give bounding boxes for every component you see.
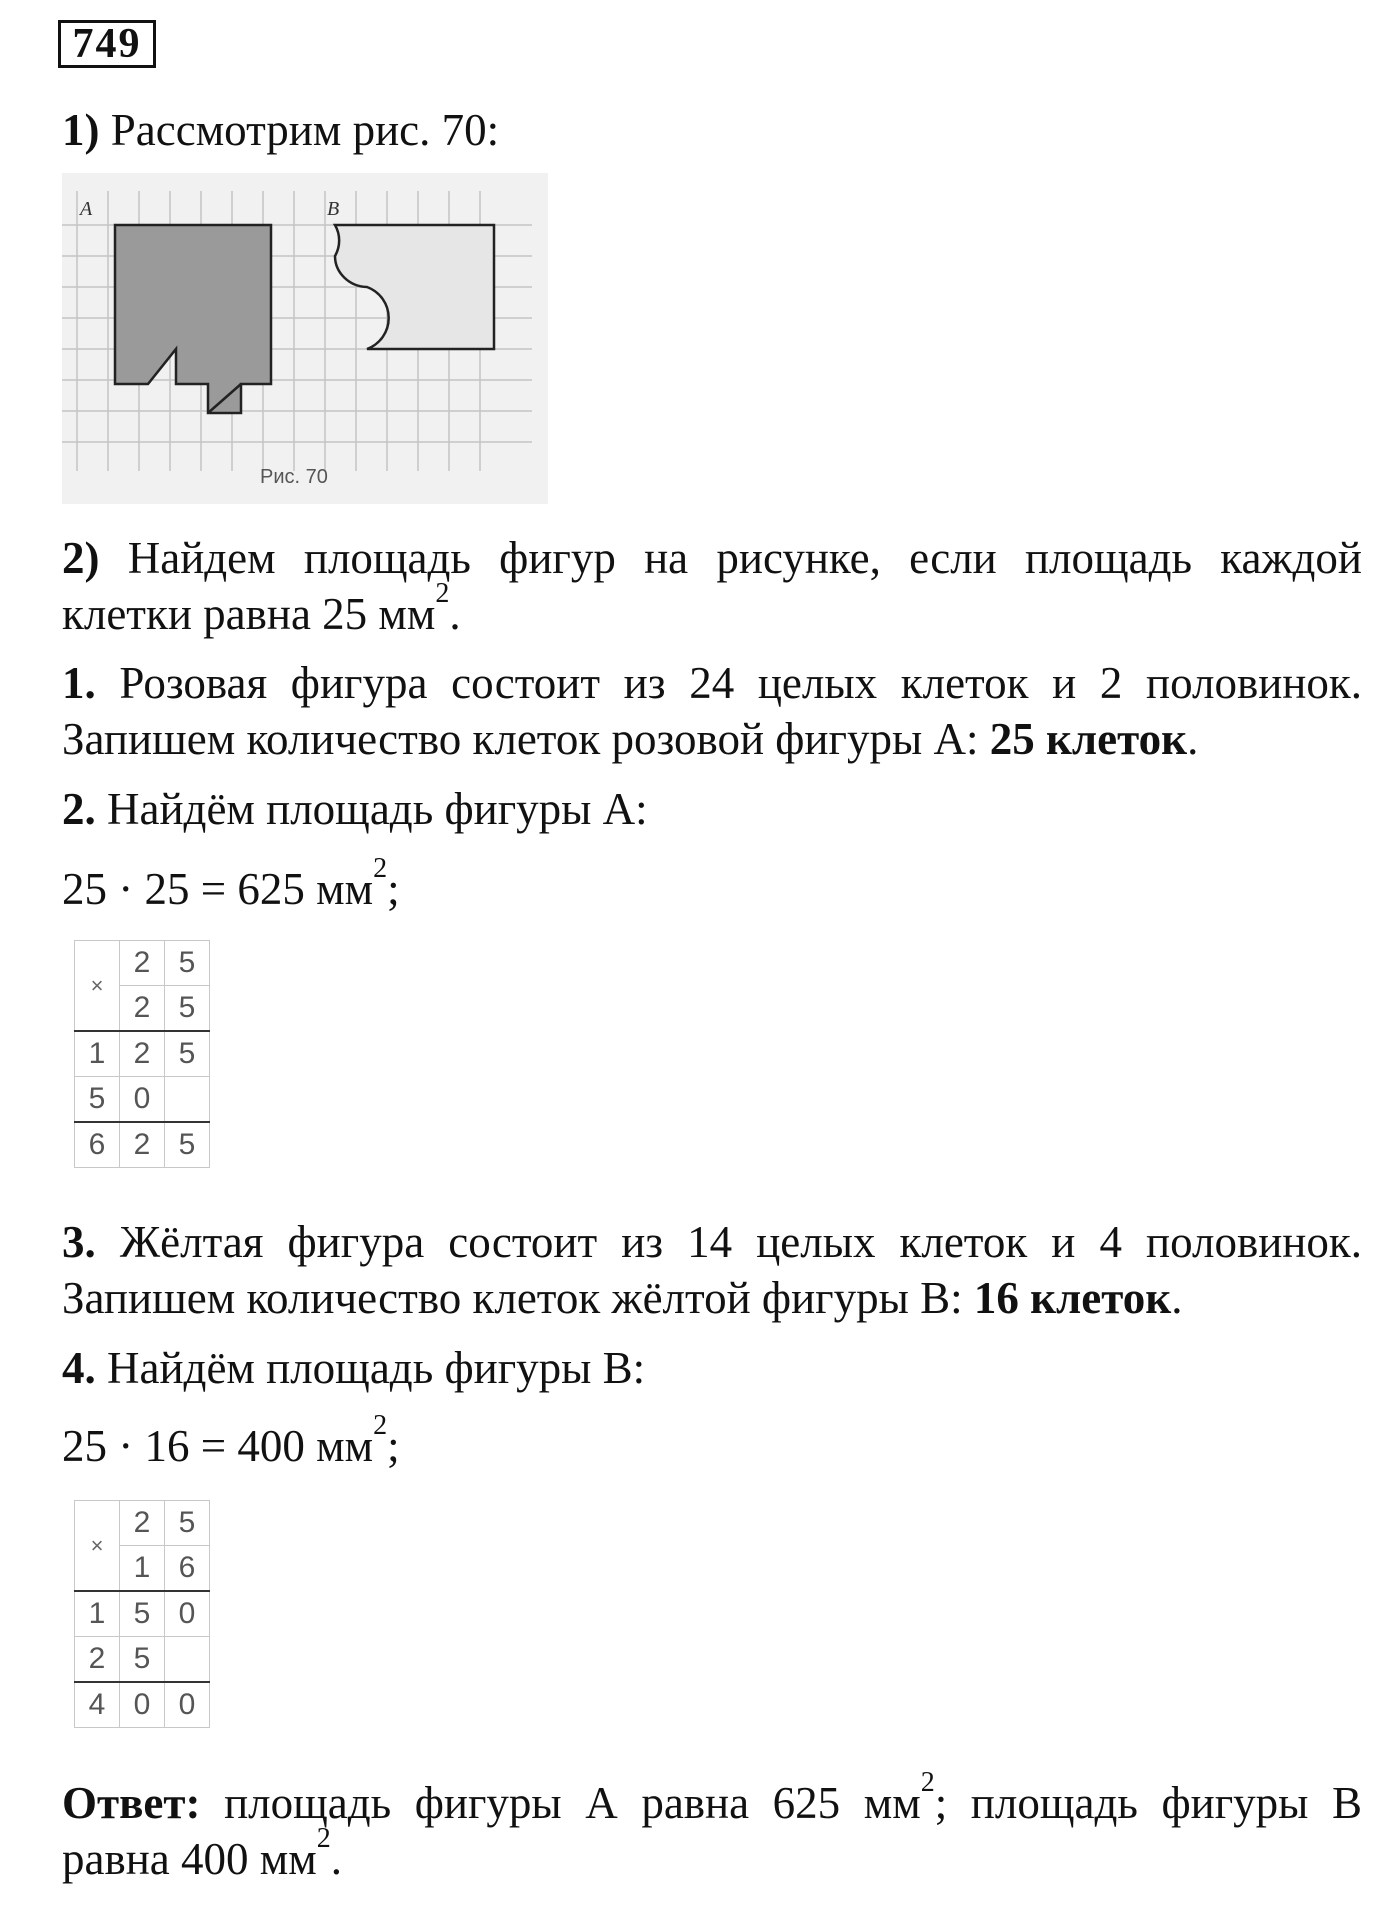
multiplication-table-2	[74, 1500, 210, 1728]
shape-a	[115, 225, 271, 413]
digit-cell: 6	[75, 1122, 120, 1168]
step-3-result: 16 клеток	[973, 1273, 1172, 1323]
paragraph-2-label: 2)	[62, 533, 100, 583]
answer-exponent-1: 2	[920, 1767, 935, 1798]
paragraph-2-text: Найдем площадь фигур на рисунке, если площадь каждой клетки равна 25 мм	[62, 533, 1362, 639]
step-1-result: 25 клеток	[989, 714, 1188, 764]
digit-cell: 5	[165, 1031, 210, 1077]
figure-70-drawing	[62, 173, 548, 504]
digit-cell: 0	[120, 1077, 165, 1123]
digit-cell: 4	[75, 1682, 120, 1728]
equation-1	[62, 853, 1362, 917]
table-row	[75, 1031, 210, 1077]
step-4	[62, 1340, 1362, 1396]
digit-cell: 0	[165, 1591, 210, 1637]
equation-2	[62, 1410, 1362, 1474]
digit-cell: 1	[120, 1546, 165, 1592]
step-2-text: Найдём площадь фигуры А:	[95, 784, 648, 834]
digit-cell: 5	[165, 1122, 210, 1168]
step-1	[62, 655, 1362, 767]
step-2-label: 2.	[62, 784, 96, 834]
digit-cell: 2	[120, 1031, 165, 1077]
answer-exponent-2: 2	[316, 1823, 331, 1854]
digit-cell: 2	[120, 986, 165, 1032]
step-1-label: 1.	[62, 658, 96, 708]
paragraph-2-end: .	[449, 589, 461, 639]
digit-cell	[165, 1077, 210, 1123]
digit-cell: 5	[75, 1077, 120, 1123]
multiplication-table-1	[74, 940, 210, 1168]
task-number: 749	[58, 20, 156, 68]
digit-cell	[165, 1637, 210, 1683]
digit-cell: 1	[75, 1591, 120, 1637]
equation-1-text: 25 · 25 = 625 мм	[62, 864, 374, 914]
shape-b	[335, 225, 494, 349]
times-sign: ×	[75, 1501, 120, 1592]
equation-2-text: 25 · 16 = 400 мм	[62, 1421, 374, 1471]
paragraph-1-label: 1)	[62, 105, 100, 155]
equation-1-end: ;	[387, 864, 400, 914]
answer-label: Ответ:	[62, 1778, 201, 1828]
figure-70	[62, 173, 548, 504]
equation-2-exponent: 2	[373, 1410, 388, 1441]
step-4-text: Найдём площадь фигуры В:	[95, 1343, 646, 1393]
step-4-label: 4.	[62, 1343, 96, 1393]
figure-caption: Рис. 70	[260, 466, 328, 488]
equation-2-end: ;	[387, 1421, 400, 1471]
step-1-end: .	[1187, 714, 1199, 764]
answer-text-2: ; площадь фигуры В равна 400 мм	[62, 1778, 1362, 1884]
table-row	[75, 1122, 210, 1168]
digit-cell: 5	[165, 941, 210, 986]
digit-cell: 2	[120, 1501, 165, 1546]
paragraph-1-text: Рассмотрим рис. 70:	[99, 105, 500, 155]
digit-cell: 0	[165, 1682, 210, 1728]
digit-cell: 1	[75, 1031, 120, 1077]
times-sign: ×	[75, 941, 120, 1032]
digit-cell: 2	[120, 941, 165, 986]
paragraph-2	[62, 530, 1362, 642]
table-row	[75, 1591, 210, 1637]
step-3	[62, 1214, 1362, 1326]
paragraph-1	[62, 102, 1362, 158]
answer-text-1: площадь фигуры А равна 625 мм	[200, 1778, 921, 1828]
digit-cell: 5	[120, 1591, 165, 1637]
table-row	[75, 941, 210, 986]
paragraph-2-exponent: 2	[435, 578, 450, 609]
table-row	[75, 1077, 210, 1123]
answer	[62, 1767, 1362, 1887]
digit-cell: 5	[165, 1501, 210, 1546]
step-3-end: .	[1171, 1273, 1183, 1323]
table-row	[75, 1637, 210, 1683]
step-1-text: Розовая фигура состоит из 24 целых клеток и 2 половинок. Запишем количество клеток розовой фигуры А:	[62, 658, 1362, 764]
answer-end: .	[330, 1834, 342, 1884]
figure-label-a: A	[80, 198, 93, 220]
digit-cell: 2	[75, 1637, 120, 1683]
digit-cell: 5	[120, 1637, 165, 1683]
figure-label-b: B	[327, 198, 340, 220]
digit-cell: 5	[165, 986, 210, 1032]
digit-cell: 0	[120, 1682, 165, 1728]
table-row	[75, 1682, 210, 1728]
digit-cell: 2	[120, 1122, 165, 1168]
step-3-label: 3.	[62, 1217, 96, 1267]
table-row	[75, 1501, 210, 1546]
step-2	[62, 781, 1362, 837]
digit-cell: 6	[165, 1546, 210, 1592]
step-3-text: Жёлтая фигура состоит из 14 целых клеток и 4 половинок. Запишем количество клеток жёлтой фигуры В:	[62, 1217, 1362, 1323]
equation-1-exponent: 2	[373, 853, 388, 884]
